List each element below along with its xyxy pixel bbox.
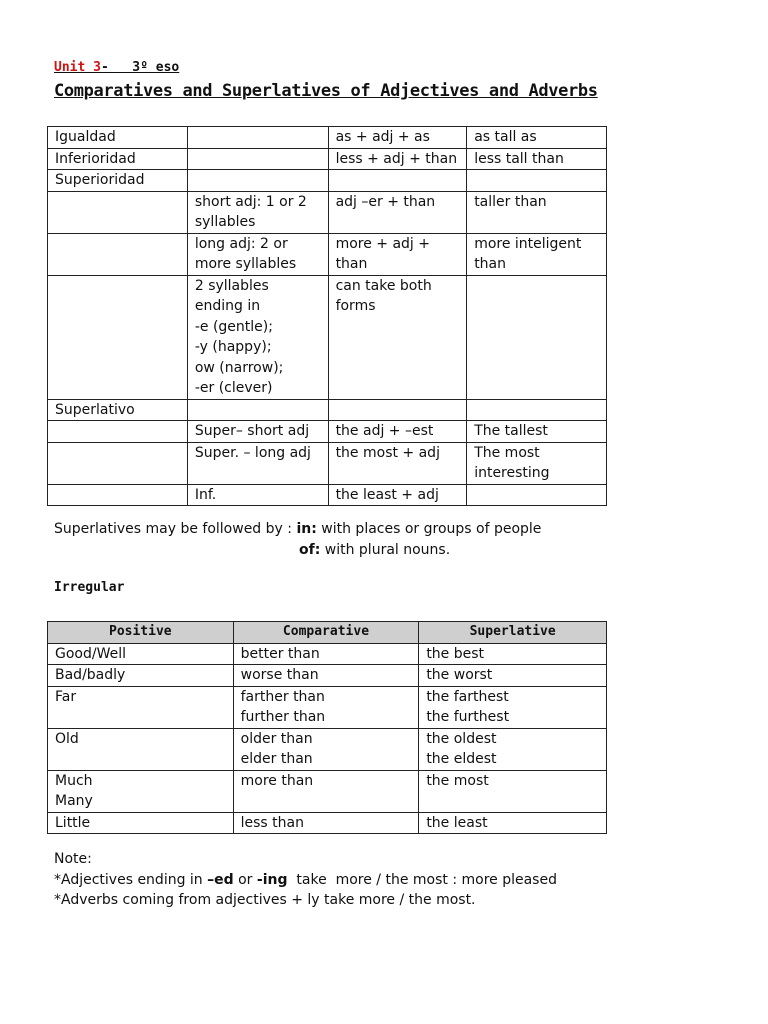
- table-cell: Igualdad: [48, 127, 188, 149]
- table-cell: taller than: [467, 191, 607, 233]
- table-cell: [187, 148, 328, 170]
- table-cell: the oldest the eldest: [419, 728, 607, 770]
- table-cell: Superioridad: [48, 170, 188, 192]
- notes-label: Note:: [54, 851, 92, 867]
- table-cell: the worst: [419, 665, 607, 687]
- table-cell: [467, 484, 607, 506]
- table-row: [48, 233, 607, 275]
- table-cell: Far: [48, 686, 234, 728]
- keyword-ed: –ed: [207, 871, 234, 888]
- table-cell: [187, 170, 328, 192]
- table-cell: Inf.: [187, 484, 328, 506]
- table-cell: the least + adj: [328, 484, 467, 506]
- comparison-rules-table: [47, 126, 607, 506]
- superlatives-of-line: [54, 540, 614, 561]
- table-cell: the most: [419, 770, 607, 812]
- table-cell: more inteligent than: [467, 233, 607, 275]
- table-cell: less + adj + than: [328, 148, 467, 170]
- table-cell: [328, 399, 467, 421]
- note-text: or: [233, 871, 257, 888]
- table-cell: Superlativo: [48, 399, 188, 421]
- table-cell: less tall than: [467, 148, 607, 170]
- table-cell: [48, 191, 188, 233]
- table-cell: less than: [233, 812, 419, 834]
- table-cell: the best: [419, 643, 607, 665]
- table-row: [48, 275, 607, 399]
- table-row: [48, 686, 607, 728]
- superlatives-note: [54, 519, 614, 560]
- page-title: Comparatives and Superlatives of Adjectives and Adverbs: [54, 81, 598, 101]
- table-cell: [187, 399, 328, 421]
- table-cell: [467, 170, 607, 192]
- header-positive: Positive: [48, 622, 234, 644]
- table-cell: better than: [233, 643, 419, 665]
- table-cell: the adj + –est: [328, 421, 467, 443]
- header-comparative: Comparative: [233, 622, 419, 644]
- of-explanation: with plural nouns.: [320, 541, 451, 558]
- table-row: [48, 484, 607, 506]
- table-cell: worse than: [233, 665, 419, 687]
- in-explanation: with places or groups of people: [316, 521, 542, 537]
- table-cell: [48, 421, 188, 443]
- unit-number: Unit 3: [54, 60, 101, 75]
- table-cell: [48, 442, 188, 484]
- table-cell: [48, 484, 188, 506]
- superlatives-intro: Superlatives may be followed by :: [54, 521, 292, 537]
- keyword-in: in:: [296, 521, 317, 537]
- table-cell: [48, 233, 188, 275]
- superlatives-in-line: [54, 519, 614, 540]
- irregular-heading: Irregular: [54, 580, 125, 595]
- table-cell: Super– short adj: [187, 421, 328, 443]
- table-row: [48, 812, 607, 834]
- table-cell: farther than further than: [233, 686, 419, 728]
- table-cell: can take both forms: [328, 275, 467, 399]
- table-cell: Much Many: [48, 770, 234, 812]
- table-row: [48, 127, 607, 149]
- table-cell: the farthest the furthest: [419, 686, 607, 728]
- unit-course: - 3º eso: [100, 60, 180, 75]
- table-row: [48, 191, 607, 233]
- table-cell: [328, 170, 467, 192]
- keyword-of: of:: [299, 541, 321, 558]
- table-cell: Old: [48, 728, 234, 770]
- table-row: [48, 399, 607, 421]
- table-cell: adj –er + than: [328, 191, 467, 233]
- note-adjectives: [54, 870, 694, 891]
- unit-label: [54, 58, 694, 78]
- table-cell: Bad/badly: [48, 665, 234, 687]
- keyword-ing: -ing: [256, 871, 288, 888]
- irregular-forms-table: [47, 621, 607, 834]
- table-cell: more + adj + than: [328, 233, 467, 275]
- table-cell: long adj: 2 or more syllables: [187, 233, 328, 275]
- note-text: *Adjectives ending in: [54, 871, 208, 888]
- table-cell: [467, 399, 607, 421]
- table-cell: short adj: 1 or 2 syllables: [187, 191, 328, 233]
- table-row: [48, 728, 607, 770]
- table-cell: as tall as: [467, 127, 607, 149]
- table-cell: [467, 275, 607, 399]
- table-cell: [187, 127, 328, 149]
- table-row: [48, 170, 607, 192]
- table-cell: older than elder than: [233, 728, 419, 770]
- table-cell: as + adj + as: [328, 127, 467, 149]
- table-cell: 2 syllables ending in -e (gentle); -y (happy); ow (narrow); -er (clever): [187, 275, 328, 399]
- note-text: take more / the most : more pleased: [287, 871, 557, 888]
- note-adverbs: *Adverbs coming from adjectives + ly take more / the most.: [54, 892, 476, 908]
- table-cell: [48, 275, 188, 399]
- table-cell: Little: [48, 812, 234, 834]
- page-header: [54, 58, 694, 103]
- irregular-header-row: [48, 622, 607, 644]
- table-row: [48, 421, 607, 443]
- table-cell: The tallest: [467, 421, 607, 443]
- table-row: [48, 770, 607, 812]
- table-cell: Super. – long adj: [187, 442, 328, 484]
- table-cell: the most + adj: [328, 442, 467, 484]
- table-cell: Inferioridad: [48, 148, 188, 170]
- table-row: [48, 442, 607, 484]
- table-cell: Good/Well: [48, 643, 234, 665]
- table-row: [48, 665, 607, 687]
- table-cell: more than: [233, 770, 419, 812]
- table-row: [48, 148, 607, 170]
- table-cell: the least: [419, 812, 607, 834]
- notes-section: [54, 849, 694, 911]
- header-superlative: Superlative: [419, 622, 607, 644]
- table-cell: The most interesting: [467, 442, 607, 484]
- table-row: [48, 643, 607, 665]
